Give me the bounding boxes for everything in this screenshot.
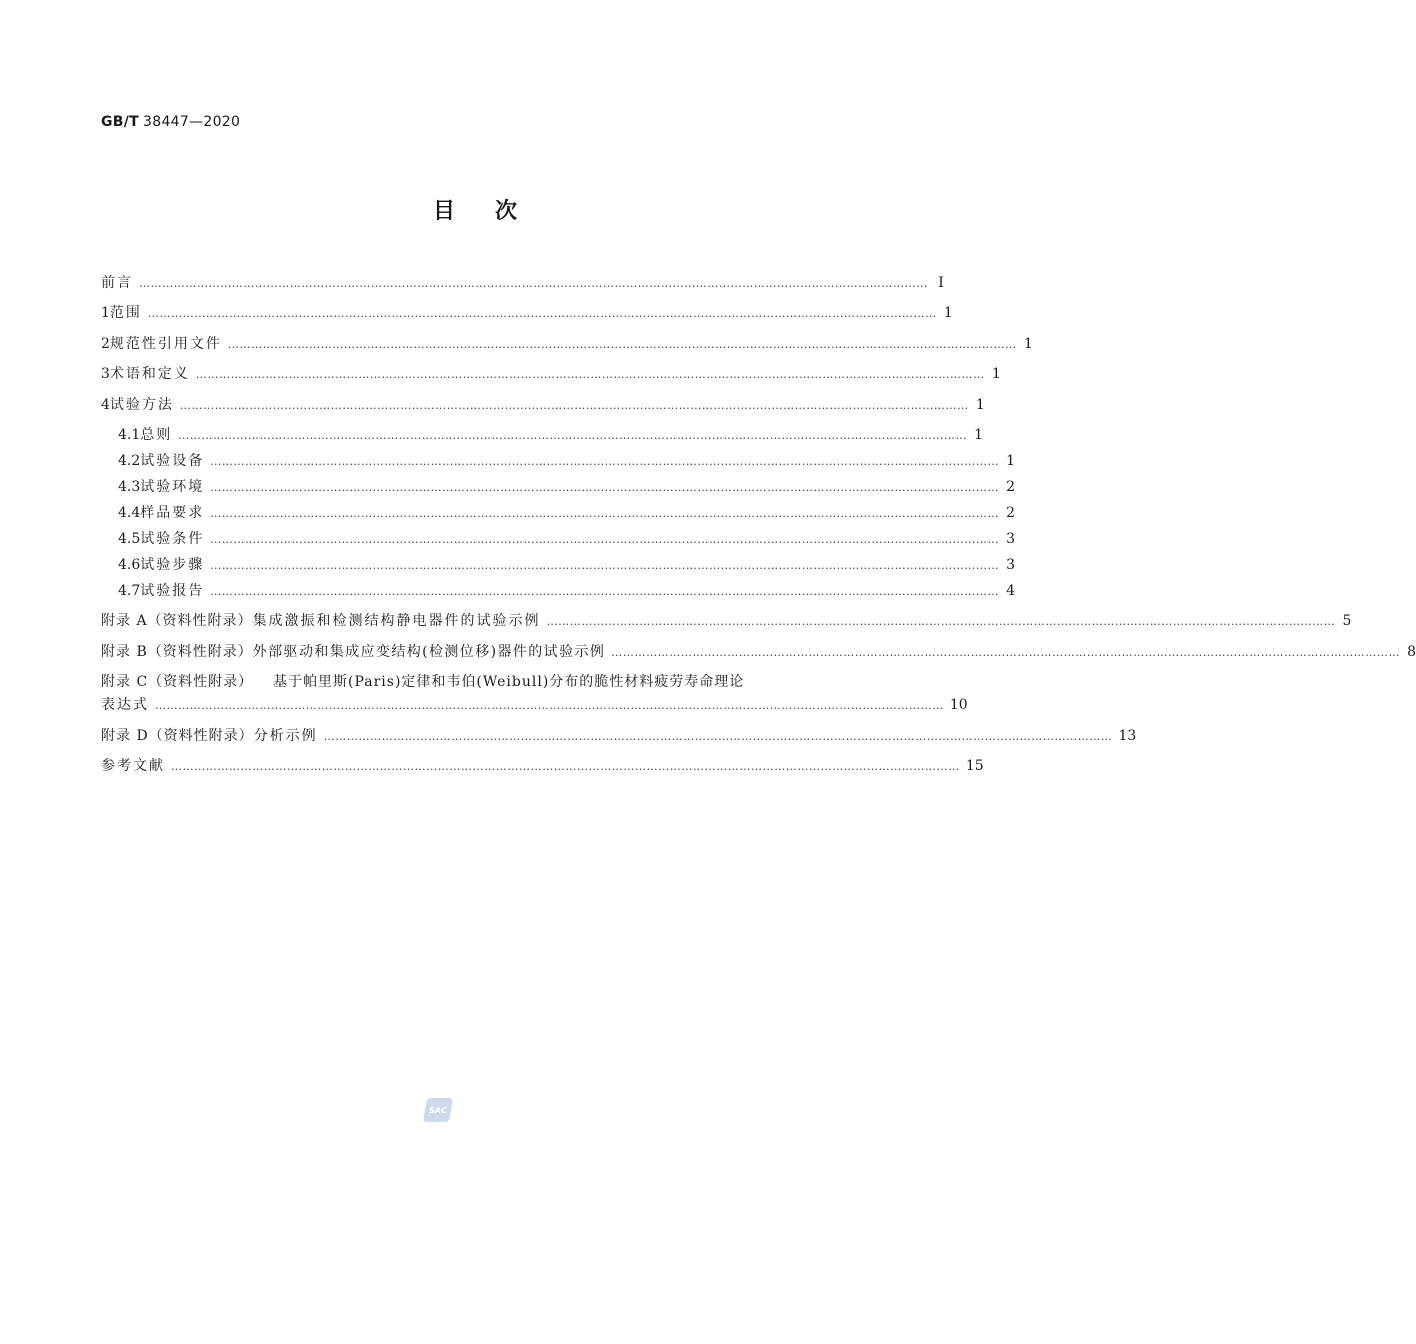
toc-entry-appendix-a[interactable] <box>101 611 1352 632</box>
toc-entry-appendix-d[interactable] <box>101 726 1137 747</box>
toc-leader: …………………………………………………………………………………………………………………………………………………………………………………… <box>210 454 1000 468</box>
toc-label: 集成激振和检测结构静电器件的试验示例 <box>252 613 541 630</box>
appendix-prefix: 附录 B（资料性附录） <box>101 643 253 660</box>
toc-label: 试验条件 <box>140 530 205 547</box>
toc-page: 1 <box>1006 452 1016 469</box>
toc-label: 基于帕里斯(Paris)定律和韦伯(Weibull)分布的脆性材料疲劳寿命理论 <box>273 674 745 691</box>
toc-leader: …………………………………………………………………………………………………………………………………………………………………………………… <box>139 277 928 290</box>
toc-leader: …………………………………………………………………………………………………………………………………………………………………………………… <box>210 584 1000 598</box>
toc-entry-4[interactable] <box>101 395 985 416</box>
toc-leader: …………………………………………………………………………………………………………………………………………………………………………………… <box>210 532 1000 546</box>
toc-page: 3 <box>1006 556 1016 573</box>
toc-entry-foreword[interactable] <box>101 273 944 294</box>
toc-page: 4 <box>1006 582 1016 599</box>
toc-label: 表达式 <box>101 697 149 714</box>
toc-label: 总则 <box>140 426 173 443</box>
appendix-prefix: 附录 C（资料性附录） <box>101 674 254 691</box>
toc-page: 1 <box>943 305 953 322</box>
toc-leader: …………………………………………………………………………………………………………………………………………………………………………………… <box>155 699 944 713</box>
toc-entry-appendix-b[interactable] <box>101 642 1416 663</box>
toc-leader: …………………………………………………………………………………………………………………………………………………………………………………… <box>179 398 969 412</box>
toc-entry-appendix-c-cont[interactable] <box>101 695 968 716</box>
toc-page: Ⅰ <box>938 275 944 291</box>
toc-entry-references[interactable] <box>101 756 984 777</box>
toc-leader: …………………………………………………………………………………………………………………………………………………………………………………… <box>546 615 1336 629</box>
toc-number: 4.2 <box>118 452 141 469</box>
toc-entry-4-2[interactable] <box>101 451 1016 472</box>
toc-leader: …………………………………………………………………………………………………………………………………………………………………………………… <box>178 428 968 442</box>
toc-page: 8 <box>1407 643 1416 660</box>
toc-leader: …………………………………………………………………………………………………………………………………………………………………………………… <box>210 506 1000 520</box>
toc-leader: …………………………………………………………………………………………………………………………………………………………………………………… <box>210 480 1000 494</box>
toc-number: 3 <box>101 366 110 383</box>
toc-entry-4-3[interactable] <box>101 477 1016 498</box>
toc-leader: …………………………………………………………………………………………………………………………………………………………………………………… <box>171 759 960 773</box>
toc-entry-4-5[interactable] <box>101 529 1016 550</box>
toc-number: 4.3 <box>118 478 141 495</box>
toc-entry-appendix-c[interactable] <box>101 672 837 692</box>
toc-number: 4.6 <box>118 556 141 573</box>
toc-label: 外部驱动和集成应变结构(检测位移)器件的试验示例 <box>252 643 606 660</box>
toc-page: 2 <box>1006 504 1016 521</box>
toc-page: 1 <box>974 426 984 443</box>
toc-number: 2 <box>101 335 110 352</box>
toc-leader: …………………………………………………………………………………………………………………………………………………………………………………… <box>210 558 1000 572</box>
toc-label: 样品要求 <box>140 504 205 521</box>
toc-number: 4 <box>101 396 110 413</box>
toc-label: 规范性引用文件 <box>109 335 222 352</box>
toc-page: 10 <box>949 697 968 714</box>
toc-entry-4-1[interactable] <box>101 425 984 446</box>
toc-label: 分析示例 <box>253 727 318 744</box>
toc-page: 15 <box>965 757 984 774</box>
appendix-prefix: 附录 D（资料性附录） <box>101 727 254 744</box>
toc-page: 1 <box>991 366 1001 383</box>
toc-label: 试验环境 <box>140 478 205 495</box>
toc-entry-4-4[interactable] <box>101 503 1016 524</box>
toc-number: 4.5 <box>118 530 141 547</box>
toc-title: 目次 <box>432 198 557 224</box>
appendix-prefix: 附录 A（资料性附录） <box>101 613 253 630</box>
toc-entry-3[interactable] <box>101 364 1001 385</box>
toc-label: 参考文献 <box>101 757 165 774</box>
toc-number: 1 <box>101 305 110 322</box>
toc-page: 5 <box>1342 613 1352 630</box>
toc-leader: …………………………………………………………………………………………………………………………………………………………………………………… <box>195 368 985 382</box>
standard-code <box>101 114 240 130</box>
toc-page: 1 <box>975 396 985 413</box>
sac-watermark-logo: SAC <box>423 1098 453 1122</box>
toc-entry-4-7[interactable] <box>101 581 1016 602</box>
toc-leader: …………………………………………………………………………………………………………………………………………………………………………………… <box>147 307 937 321</box>
table-of-contents <box>101 273 1416 786</box>
toc-number: 4.1 <box>118 426 141 443</box>
toc-page: 1 <box>1023 335 1033 352</box>
toc-label: 试验步骤 <box>140 556 205 573</box>
toc-number: 4.7 <box>118 582 141 599</box>
toc-leader: …………………………………………………………………………………………………………………………………………………………………………………… <box>323 729 1113 743</box>
standard-number: 38447—2020 <box>143 114 241 130</box>
toc-label: 前言 <box>101 275 133 291</box>
toc-label: 范围 <box>109 305 142 322</box>
toc-leader: …………………………………………………………………………………………………………………………………………………………………………………… <box>611 645 1401 659</box>
toc-page: 2 <box>1006 478 1016 495</box>
standard-prefix: GB/T <box>101 114 140 130</box>
toc-label: 试验设备 <box>140 452 205 469</box>
toc-page: 13 <box>1118 727 1137 744</box>
toc-entry-1[interactable] <box>101 303 953 324</box>
toc-label: 试验方法 <box>109 396 174 413</box>
toc-number: 4.4 <box>118 504 141 521</box>
toc-entry-2[interactable] <box>101 334 1033 355</box>
toc-leader: …………………………………………………………………………………………………………………………………………………………………………………… <box>227 337 1017 351</box>
toc-page: 3 <box>1006 530 1016 547</box>
toc-label: 术语和定义 <box>109 366 190 383</box>
toc-label: 试验报告 <box>140 582 205 599</box>
toc-entry-4-6[interactable] <box>101 555 1016 576</box>
